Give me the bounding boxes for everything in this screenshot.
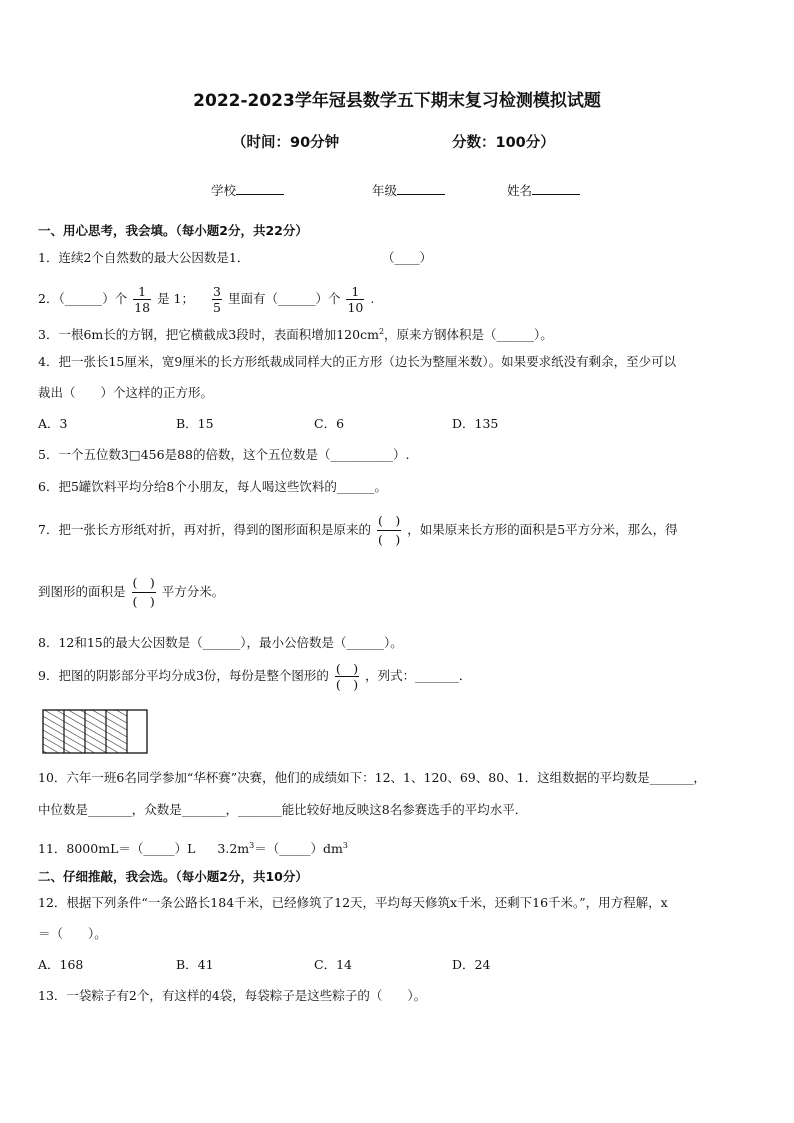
question-4-options	[38, 415, 590, 433]
question-6: 6．把5罐饮料平均分给8个小朋友，每人喝这些饮料的______。	[38, 479, 387, 494]
question-10-line-2: 中位数是_______，众数是_______，_______能比较好地反映这8名参赛选手的平均水平．	[38, 802, 528, 817]
q7-frac1-denominator[interactable]: ( )	[377, 532, 401, 547]
q7-fraction-blank-1[interactable]	[377, 512, 401, 549]
question-12-options	[38, 956, 590, 974]
q4-option-d[interactable]: D．135	[452, 416, 499, 431]
q2-fraction-1-10	[346, 284, 364, 315]
q2-frac3-numerator: 1	[346, 284, 364, 300]
question-3	[38, 323, 553, 344]
q11-part-b: 3.2m	[217, 841, 250, 857]
q7-fraction-blank-2[interactable]	[132, 574, 156, 611]
q7-part-b: ，如果原来长方形的面积是5平方分米，那么，得	[407, 522, 678, 537]
question-9	[38, 661, 471, 692]
q9-frac-denominator[interactable]: ( )	[335, 677, 359, 692]
q2-frac3-denominator: 10	[347, 300, 364, 315]
exam-time: （时间：90分钟	[232, 135, 340, 151]
q3-part-a: 3．一根6m长的方钢，把它横截成3段时，表面积增加120cm	[38, 327, 379, 343]
question-12-line-1: 12．根据下列条件“一条公路长184千米，已经修筑了12天，平均每天修筑x千米，还剩下16千米。”，用方程解，x	[38, 895, 668, 910]
school-field	[211, 181, 284, 199]
question-7-line-2	[38, 574, 224, 611]
q2-frac2-numerator: 3	[213, 284, 221, 299]
q2-part-b: 是 1；	[157, 291, 195, 306]
grade-label: 年级	[372, 183, 398, 198]
q12-option-d[interactable]: D．24	[452, 957, 491, 972]
q4-option-c[interactable]: C．6	[314, 416, 345, 431]
q9-fraction-blank[interactable]	[335, 661, 359, 692]
question-2	[38, 284, 374, 315]
question-10-line-1: 10．六年一班6名同学参加“华杯赛”决赛，他们的成绩如下：12、1、120、69、80、1．这组数据的平均数是_______，	[38, 770, 706, 785]
name-label: 姓名	[507, 183, 533, 198]
q3-part-b: ，原来方钢体积是（______）。	[384, 327, 553, 343]
question-13: 13．一袋粽子有2个，有这样的4袋，每袋粽子是这些粽子的（ ）。	[38, 988, 427, 1003]
question-1	[38, 249, 433, 267]
q2-frac2-denominator: 5	[213, 300, 221, 315]
q2-part-a: 2．（______）个	[38, 291, 128, 306]
q1-answer-blank[interactable]: （____）	[382, 250, 433, 265]
q2-frac1-numerator: 1	[133, 284, 151, 300]
q3-superscript: 2	[378, 327, 385, 336]
q2-part-d: .	[370, 291, 375, 306]
question-4-line-2: 裁出（ ）个这样的正方形。	[38, 385, 214, 400]
q7-frac2-denominator[interactable]: ( )	[132, 594, 155, 609]
q2-fraction-3-5	[212, 284, 222, 315]
grade-field	[372, 181, 445, 199]
q7-part-a: 7．把一张长方形纸对折，再对折，得到的图形面积是原来的	[38, 522, 371, 537]
question-4-line-1: 4．把一张长15厘米，宽9厘米的长方形纸裁成同样大的正方形（边长为整厘米数）。如果要求纸没有剩余，至少可以	[38, 354, 677, 369]
q12-option-c[interactable]: C．14	[314, 957, 352, 972]
name-blank[interactable]	[532, 182, 580, 195]
q9-part-a: 9．把图的阴影部分平均分成3份，每份是整个图形的	[38, 668, 329, 683]
q4-option-b[interactable]: B．15	[176, 416, 214, 431]
q7-part-c: 到图形的面积是	[38, 584, 126, 599]
q9-part-b: ，列式：_______．	[365, 668, 472, 683]
question-8: 8．12和15的最大公因数是（______），最小公倍数是（______）。	[38, 635, 403, 650]
page-title: 2022-2023学年冠县数学五下期末复习检测模拟试题	[193, 91, 601, 111]
question-11	[38, 837, 348, 858]
q7-frac1-numerator[interactable]: ( )	[377, 512, 401, 531]
section-1-heading: 一、用心思考，我会填。（每小题2分，共22分）	[38, 223, 308, 238]
q11-sup-2: 3	[342, 841, 348, 850]
q9-frac-numerator[interactable]: ( )	[335, 661, 359, 676]
name-field	[507, 181, 580, 199]
q7-part-d: 平方分米。	[161, 584, 225, 599]
q11-part-a: 11．8000mL＝（_____）L	[38, 841, 196, 857]
school-blank[interactable]	[236, 182, 284, 195]
q2-fraction-1-18	[133, 284, 151, 315]
q12-option-a[interactable]: A．168	[38, 957, 84, 972]
question-12-line-2: ＝（ ）。	[38, 926, 107, 941]
q2-frac1-denominator: 18	[134, 300, 151, 315]
q9-shaded-rectangle-figure	[42, 709, 148, 759]
q4-option-a[interactable]: A．3	[38, 416, 68, 431]
q11-sup-1: 3	[249, 841, 255, 850]
grade-blank[interactable]	[397, 182, 445, 195]
question-5: 5．一个五位数3□456是88的倍数，这个五位数是（__________）.	[38, 447, 410, 462]
section-2-heading: 二、仔细推敲，我会选。（每小题2分，共10分）	[38, 869, 308, 884]
q11-part-c: ＝（_____）dm	[254, 841, 343, 857]
school-label: 学校	[211, 183, 237, 198]
q2-part-c: 里面有（______）个	[227, 291, 341, 306]
exam-score: 分数：100分）	[452, 135, 555, 151]
q1-text: 1．连续2个自然数的最大公因数是1．	[38, 250, 250, 265]
q12-option-b[interactable]: B．41	[176, 957, 214, 972]
question-7-line-1	[38, 512, 678, 549]
q7-frac2-numerator[interactable]: ( )	[132, 574, 156, 593]
shaded-bars-svg	[42, 709, 148, 755]
